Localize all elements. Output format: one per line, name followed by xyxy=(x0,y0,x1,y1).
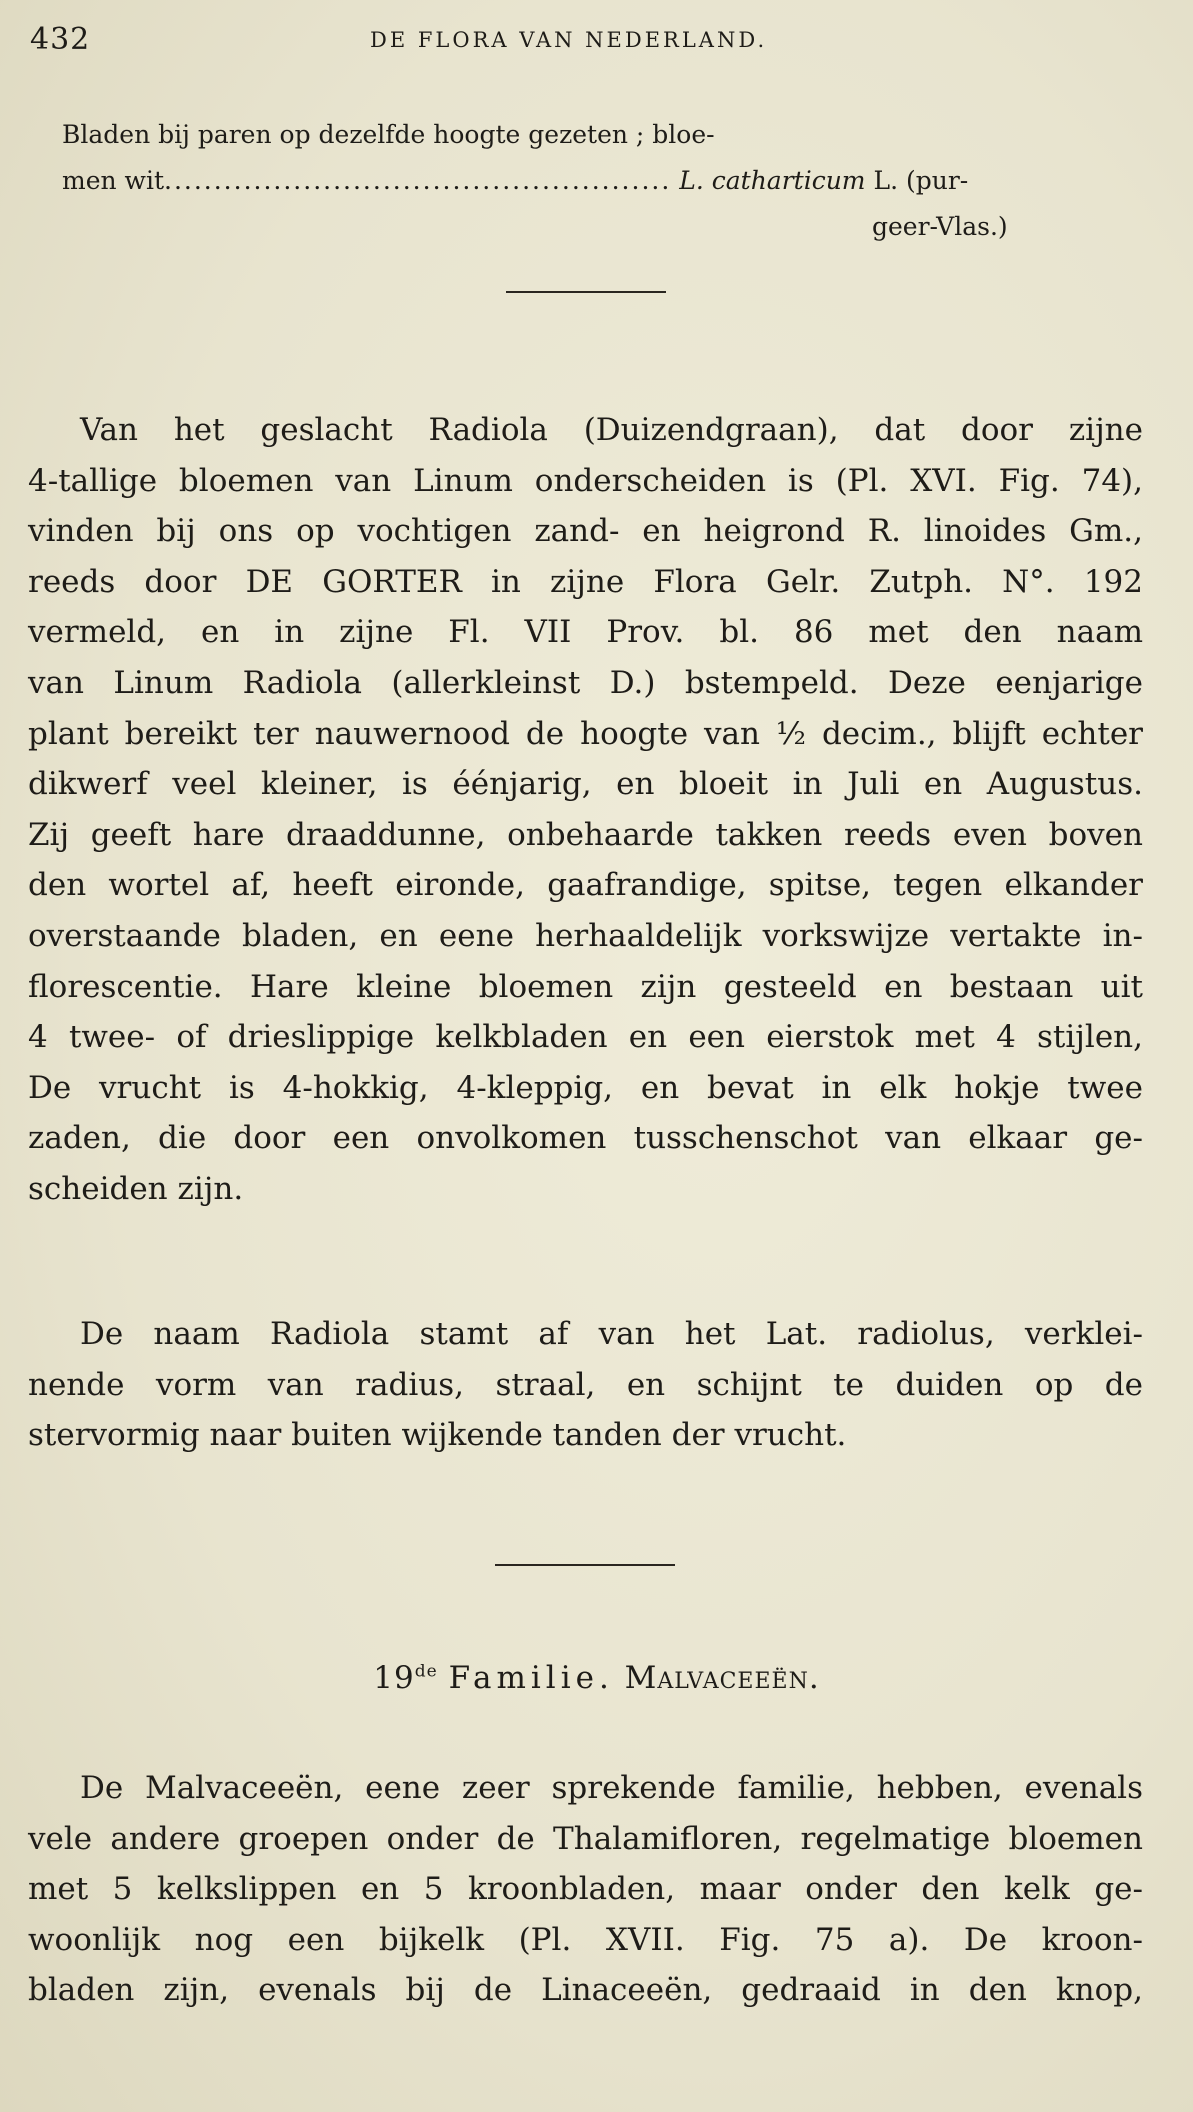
page-number: 432 xyxy=(30,22,91,57)
key-line-1: Bladen bij paren op dezelfde hoogte gezeten ; bloe- xyxy=(62,120,715,149)
section-divider-long xyxy=(495,1564,675,1566)
paragraph-line: zaden, die door een onvolkomen tusschenschot van elkaar ge- xyxy=(28,1120,1143,1157)
paragraph-line: overstaande bladen, en eene herhaaldelijk vorkswijze vertakte in- xyxy=(28,917,1143,954)
paragraph-line: dikwerf veel kleiner, is éénjarig, en bloeit in Juli en Augustus. xyxy=(28,766,1143,803)
key-leader-dots: ................................................... xyxy=(164,166,672,195)
family-label: Familie. xyxy=(448,1660,614,1696)
paragraph-etymology xyxy=(28,1309,1143,1461)
page-header xyxy=(30,22,1160,62)
paragraph-line: vele andere groepen onder de Thalamifloren, regelmatige bloemen xyxy=(28,1820,1143,1857)
paragraph-line: vinden bij ons op vochtigen zand- en heigrond R. linoides Gm., xyxy=(28,513,1143,550)
paragraph-line: scheiden zijn. xyxy=(28,1170,244,1207)
paragraph-line: 4 twee- of drieslippige kelkbladen en een eierstok met 4 stijlen, xyxy=(28,1019,1143,1056)
paragraph-line: 4-tallige bloemen van Linum onderscheiden is (Pl. XVI. Fig. 74), xyxy=(28,462,1143,499)
paragraph-line: plant bereikt ter nauwernood de hoogte van ½ decim., blijft echter xyxy=(28,715,1143,752)
paragraph-line: nende vorm van radius, straal, en schijnt te duiden op de xyxy=(28,1366,1143,1403)
paragraph-radiola xyxy=(28,405,1143,1215)
paragraph-line: De naam Radiola stamt af van het Lat. radiolus, verklei- xyxy=(80,1316,1143,1352)
paragraph-line: bladen zijn, evenals bij de Linaceeën, gedraaid in den knop, xyxy=(28,1972,1143,2009)
paragraph-line: Zij geeft hare draaddunne, onbehaarde takken reeds even boven xyxy=(28,816,1143,853)
paragraph-line: florescentie. Hare kleine bloemen zijn gesteeld en bestaan uit xyxy=(28,968,1143,1005)
section-divider-short xyxy=(506,291,666,293)
identification-key-entry xyxy=(62,112,1152,250)
paragraph-line: De Malvaceeën, eene zeer sprekende familie, hebben, evenals xyxy=(80,1770,1143,1806)
key-line-2-start: men wit xyxy=(62,166,164,195)
paragraph-line: vermeld, en in zijne Fl. VII Prov. bl. 86 met den naam xyxy=(28,614,1143,651)
key-line-3: geer-Vlas.) xyxy=(872,212,1008,241)
paragraph-line: reeds door DE GORTER in zijne Flora Gelr. Zutph. N°. 192 xyxy=(28,563,1143,600)
family-heading xyxy=(0,1660,1193,1696)
family-number: 19 xyxy=(373,1660,415,1696)
family-ordinal: de xyxy=(414,1661,438,1682)
paragraph-line: met 5 kelkslippen en 5 kroonbladen, maar onder den kelk ge- xyxy=(28,1871,1143,1908)
paragraph-line: De vrucht is 4-hokkig, 4-kleppig, en bevat in elk hokje twee xyxy=(28,1069,1143,1106)
paragraph-line: stervormig naar buiten wijkende tanden der vrucht. xyxy=(28,1417,847,1454)
paragraph-line: woonlijk nog een bijkelk (Pl. XVII. Fig. 75 a). De kroon- xyxy=(28,1921,1143,1958)
paragraph-line: van Linum Radiola (allerkleinst D.) bstempeld. Deze eenjarige xyxy=(28,664,1143,701)
key-taxon-name: L. catharticum xyxy=(679,166,866,195)
family-name: Malvaceeën. xyxy=(624,1660,820,1696)
key-taxon-author: L. (pur- xyxy=(873,166,969,195)
paragraph-malvaceae xyxy=(28,1763,1143,2016)
running-title: DE FLORA VAN NEDERLAND. xyxy=(370,28,768,52)
key-line-2 xyxy=(62,158,1152,204)
paragraph-line: Van het geslacht Radiola (Duizendgraan), dat door zijne xyxy=(80,412,1143,448)
paragraph-line: den wortel af, heeft eironde, gaafrandige, spitse, tegen elkander xyxy=(28,867,1143,904)
